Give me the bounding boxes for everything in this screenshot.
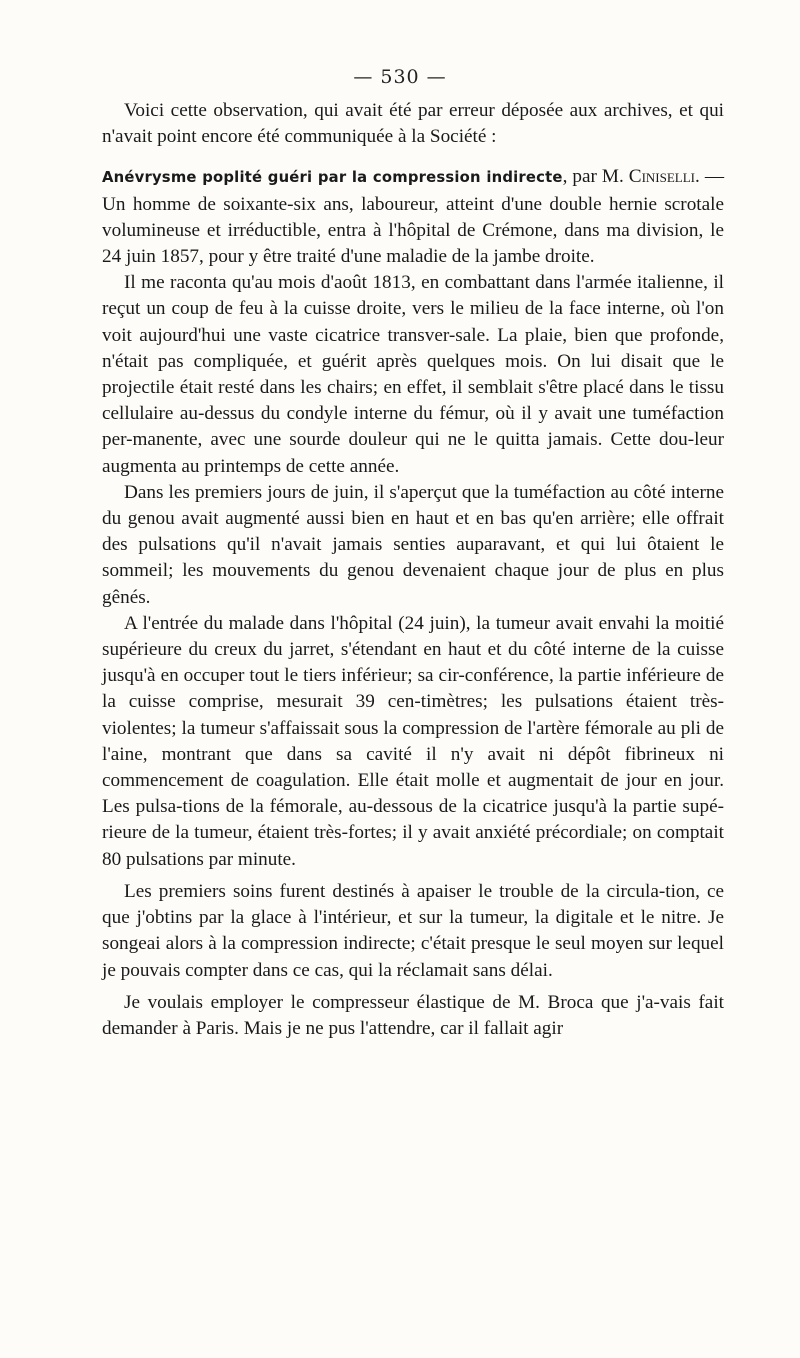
paragraph-compressor: Je voulais employer le compresseur élastique de M. Broca que j'a-vais fait demander à Paris. Mais je ne pus l'attendre, car il fallait agir bbox=[102, 991, 724, 1039]
intro-paragraph: Voici cette observation, qui avait été par erreur déposée aux archives, et qui n'avait point encore été communiquée à la Société : bbox=[102, 100, 724, 148]
paragraph-treatment: Les premiers soins furent destinés à apaiser le trouble de la circula-tion, ce que j'obtins par la glace à l'intérieur, et sur la tumeur, la digitale et le nitre. Je songeai alors à la compression indirecte; c'était presque le seul moyen sur lequel je pouvais compter dans ce cas, qui la réclamait sans délai. bbox=[102, 880, 724, 981]
paragraph-history: Il me raconta qu'au mois d'août 1813, en combattant dans l'armée italienne, il reçut un coup de feu à la cuisse droite, vers le milieu de la face interne, où l'on voit aujourd'hui une vaste cicatrice transver-sale. La plaie, bien que profonde, n'était pas compliquée, et guérit après quelques mois. On lui disait que le projectile était resté dans les chairs; en effet, il semblait s'être placé dans le tissu cellulaire au-dessus du condyle interne du fémur, où il y avait une tuméfaction per-manente, avec une sourde douleur qui ne le quitta jamais. Cette dou-leur augmenta au printemps de cette année. bbox=[102, 272, 724, 477]
case-heading-paragraph bbox=[102, 164, 724, 270]
page-number: — 530 — bbox=[353, 66, 447, 88]
paragraph-onset: Dans les premiers jours de juin, il s'aperçut que la tuméfaction au côté interne du genou avait augmenté aussi bien en haut et en bas qu'en arrière; elle offrait des pulsations qu'il n'avait jamais senties auparavant, et qui lui ôtaient le sommeil; les mouvements du genou devenaient chaque jour de plus en plus gênés. bbox=[102, 481, 724, 608]
case-title: Anévrysme poplité guéri par la compression indirecte bbox=[102, 169, 563, 187]
paragraph-admission: A l'entrée du malade dans l'hôpital (24 juin), la tumeur avait envahi la moitié supérieure du creux du jarret, s'étendant en haut et du côté interne de la cuisse jusqu'à en occuper tout le tiers inférieur; sa cir-conférence, la partie inférieure de la cuisse comprise, mesurait 39 cen-timètres; les pulsations étaient très-violentes; la tumeur s'affaissait sous la compression de l'artère fémorale au pli de l'aine, montrant que dans sa cavité il n'y avait ni dépôt fibrineux ni commencement de coagulation. Elle était molle et augmentait de jour en jour. Les pulsa-tions de la fémorale, au-dessous de la cicatrice jusqu'à la partie supé-rieure de la tumeur, étaient très-fortes; il y avait anxiété précordiale; on comptait 80 pulsations par minute. bbox=[102, 612, 724, 870]
body-text bbox=[102, 98, 724, 1042]
case-by: , par M. bbox=[562, 166, 629, 188]
case-author: Ciniselli bbox=[628, 166, 696, 188]
case-first-paragraph: . — Un homme de soixante-six ans, laboureur, atteint d'une double hernie scrotale volumineuse et irréductible, entra à l'hôpital de Crémone, dans ma division, le 24 juin 1857, pour y être traité d'une maladie de la jambe droite. bbox=[102, 166, 724, 268]
